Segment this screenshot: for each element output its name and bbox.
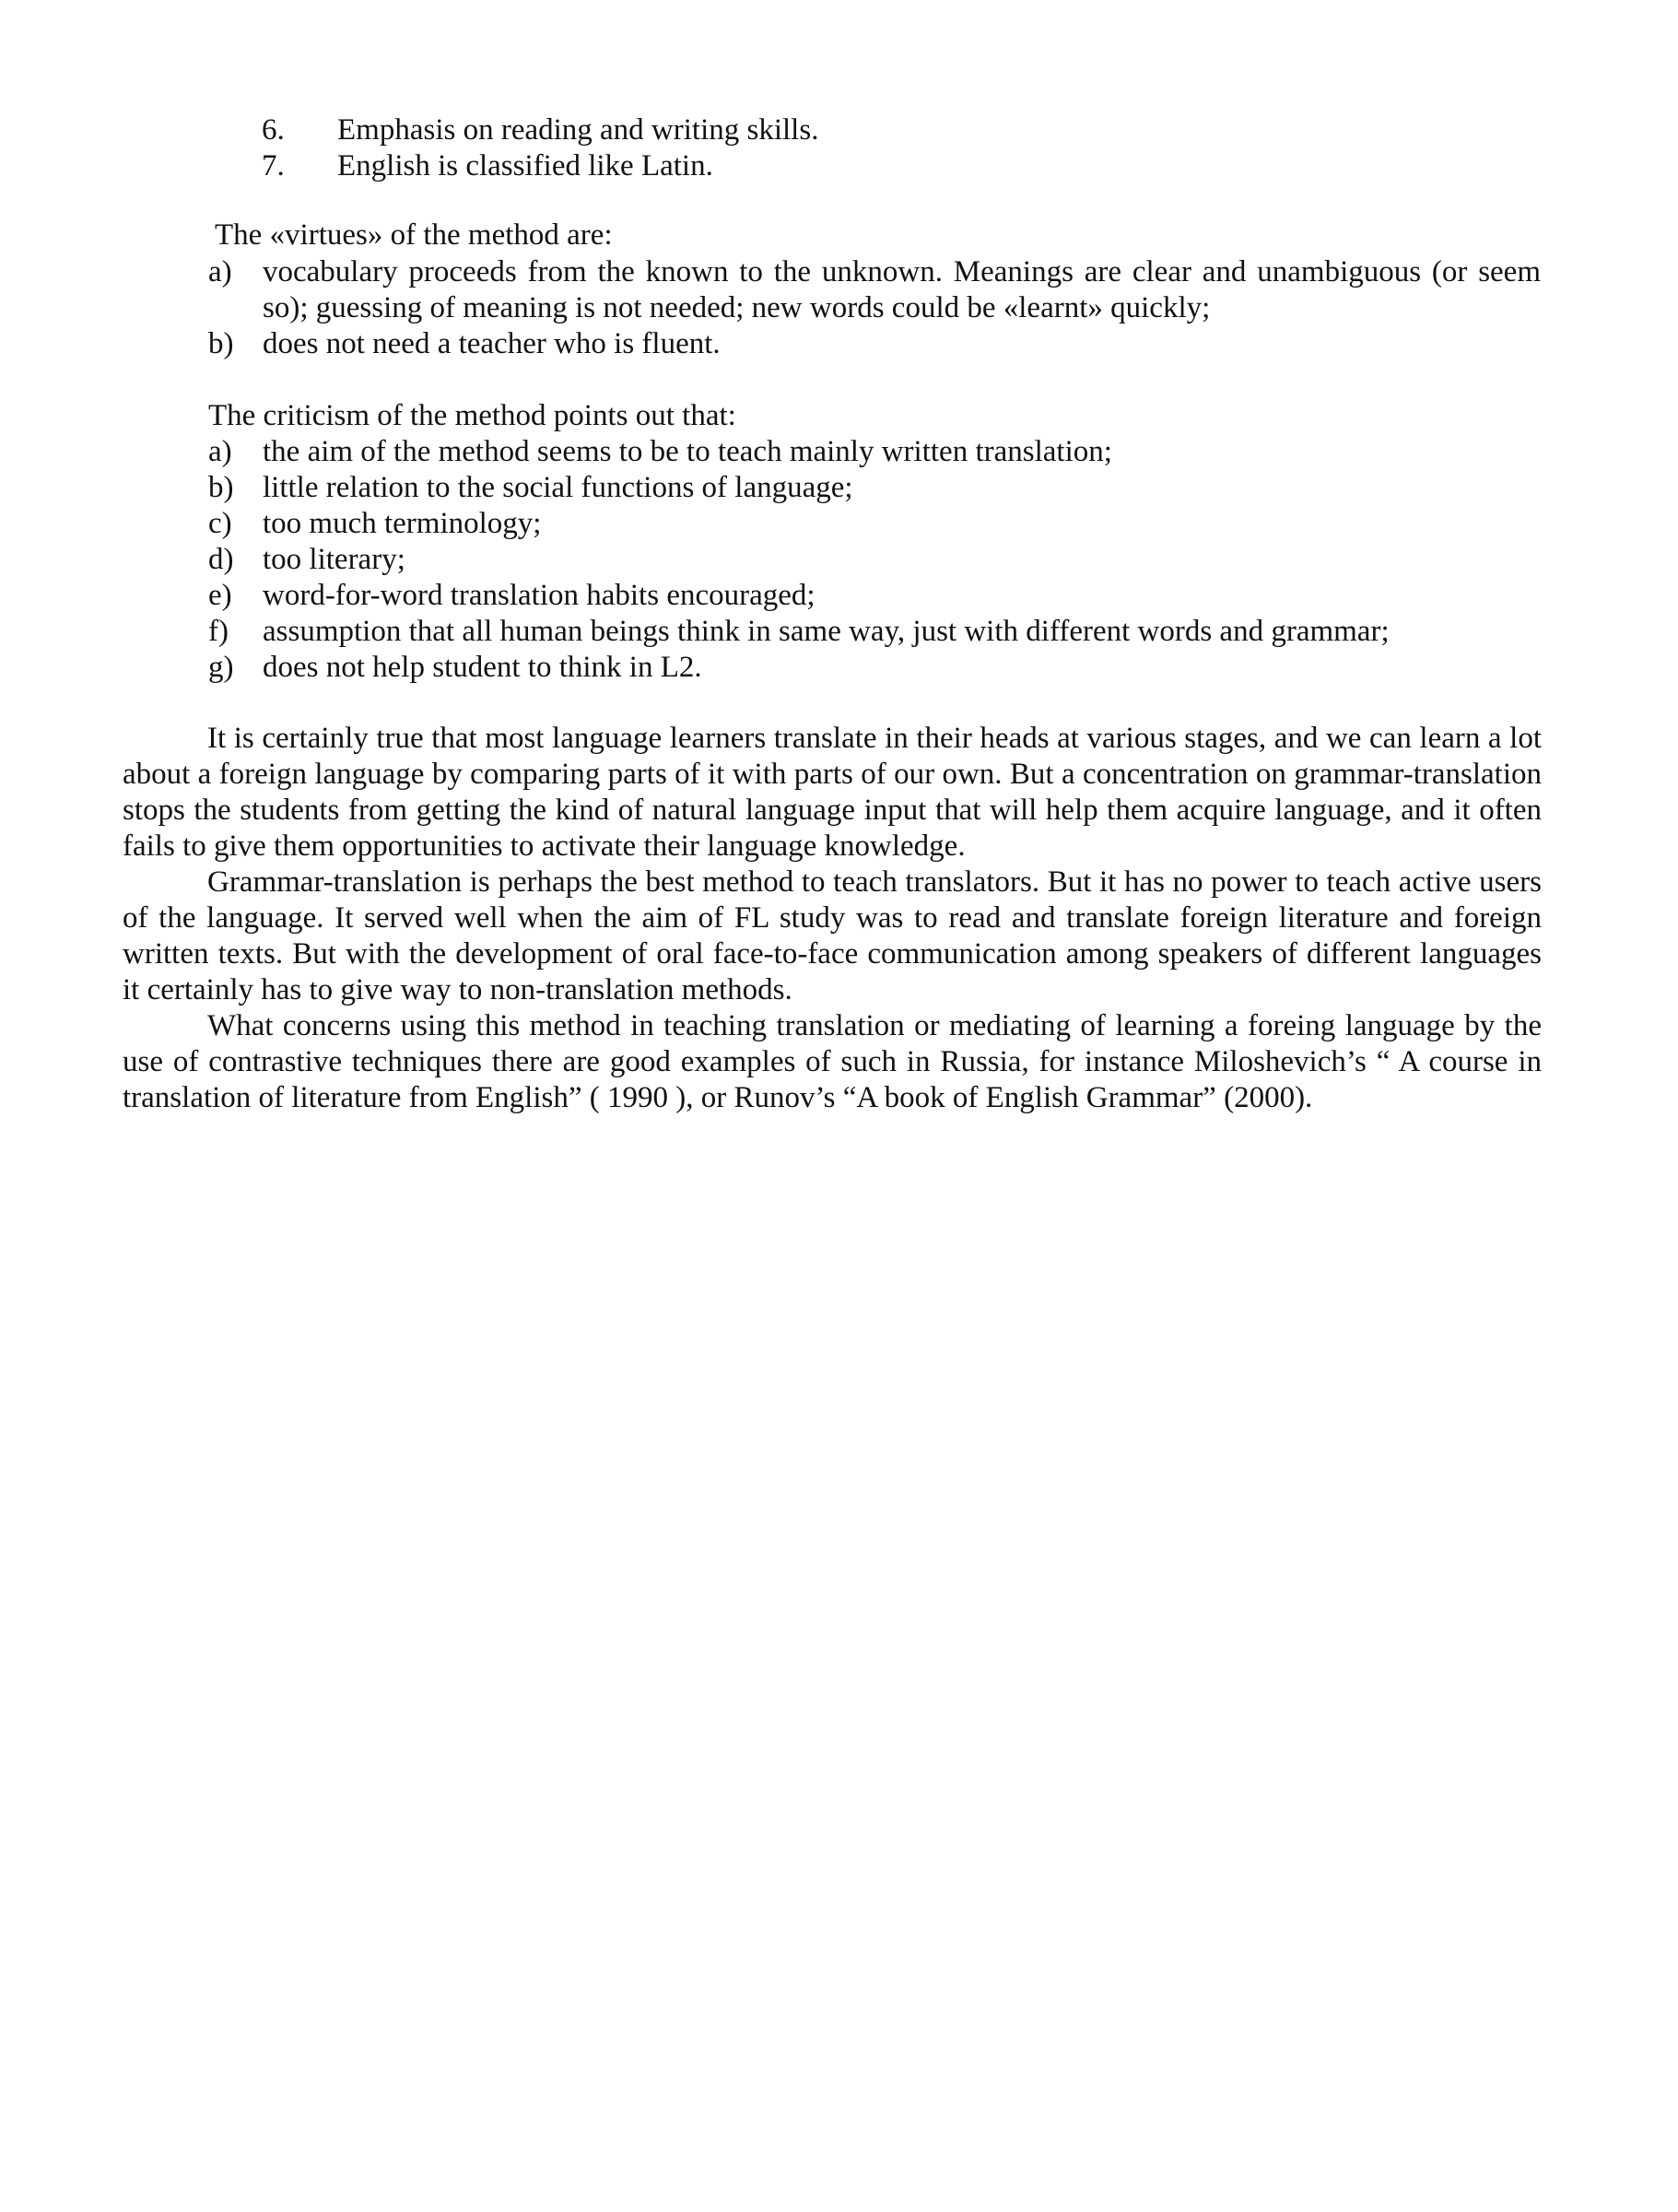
criticism-item-b	[208, 470, 1541, 506]
list-marker: e)	[208, 579, 232, 612]
list-item-text: word-for-word translation habits encouraged;	[263, 579, 816, 612]
criticism-item-e	[208, 578, 1541, 614]
criticism-item-c	[208, 506, 1541, 542]
list-item-text: does not need a teacher who is fluent.	[263, 327, 721, 360]
list-item-text: the aim of the method seems to be to teach mainly written translation;	[263, 435, 1112, 468]
list-marker: b)	[208, 471, 234, 504]
list-item-text: English is classified like Latin.	[337, 149, 713, 182]
list-marker: 7.	[262, 149, 285, 182]
list-item-text: too literary;	[263, 543, 405, 576]
criticism-item-f	[208, 614, 1541, 650]
criticism-item-d	[208, 542, 1541, 578]
list-marker: 6.	[262, 113, 285, 147]
body-paragraph-3: What concerns using this method in teaching translation or mediating of learning a foreing language by the use of contrastive techniques there are good examples of such in Russia, for instance Miloshevich’s “ A course in translation of literature from English” ( 1990 ), or Runov’s “A book of English Grammar” (2000).	[123, 1009, 1542, 1114]
list-marker: c)	[208, 507, 232, 540]
list-item-text: does not help student to think in L2.	[263, 651, 702, 684]
list-marker: b)	[208, 327, 234, 360]
virtues-item-a	[208, 254, 1541, 326]
virtues-heading: The «virtues» of the method are:	[215, 218, 613, 252]
list-item-text: too much terminology;	[263, 507, 542, 540]
list-item-text: little relation to the social functions of language;	[263, 471, 853, 504]
list-item-text: assumption that all human beings think in same way, just with different words and grammar;	[263, 615, 1390, 648]
criticism-item-g	[208, 650, 1541, 686]
list-marker: a)	[208, 435, 232, 468]
list-marker: f)	[208, 615, 229, 648]
body-paragraph-1: It is certainly true that most language learners translate in their heads at various stages, and we can learn a lot about a foreign language by comparing parts of it with parts of our own. But a concentration on grammar-translation stops the students from getting the kind of natural language input that will help them acquire language, and it often fails to give them opportunities to activate their language knowledge.	[123, 722, 1542, 863]
list-marker: a)	[208, 255, 232, 288]
list-marker: d)	[208, 543, 234, 576]
list-marker: g)	[208, 651, 234, 684]
list-item-text: vocabulary proceeds from the known to the unknown. Meanings are clear and unambiguous (or seem so); guessing of meaning is not needed; new words could be «learnt» quickly;	[263, 255, 1541, 324]
body-paragraph-2: Grammar-translation is perhaps the best method to teach translators. But it has no power to teach active users of the language. It served well when the aim of FL study was to read and translate foreign literature and foreign written texts. But with the development of oral face-to-face communication among speakers of different languages it certainly has to give way to non-translation methods.	[123, 865, 1542, 1006]
criticism-item-a	[208, 434, 1541, 470]
criticism-heading: The criticism of the method points out that:	[208, 399, 736, 432]
virtues-item-b	[208, 326, 1541, 362]
list-item-text: Emphasis on reading and writing skills.	[337, 113, 819, 147]
